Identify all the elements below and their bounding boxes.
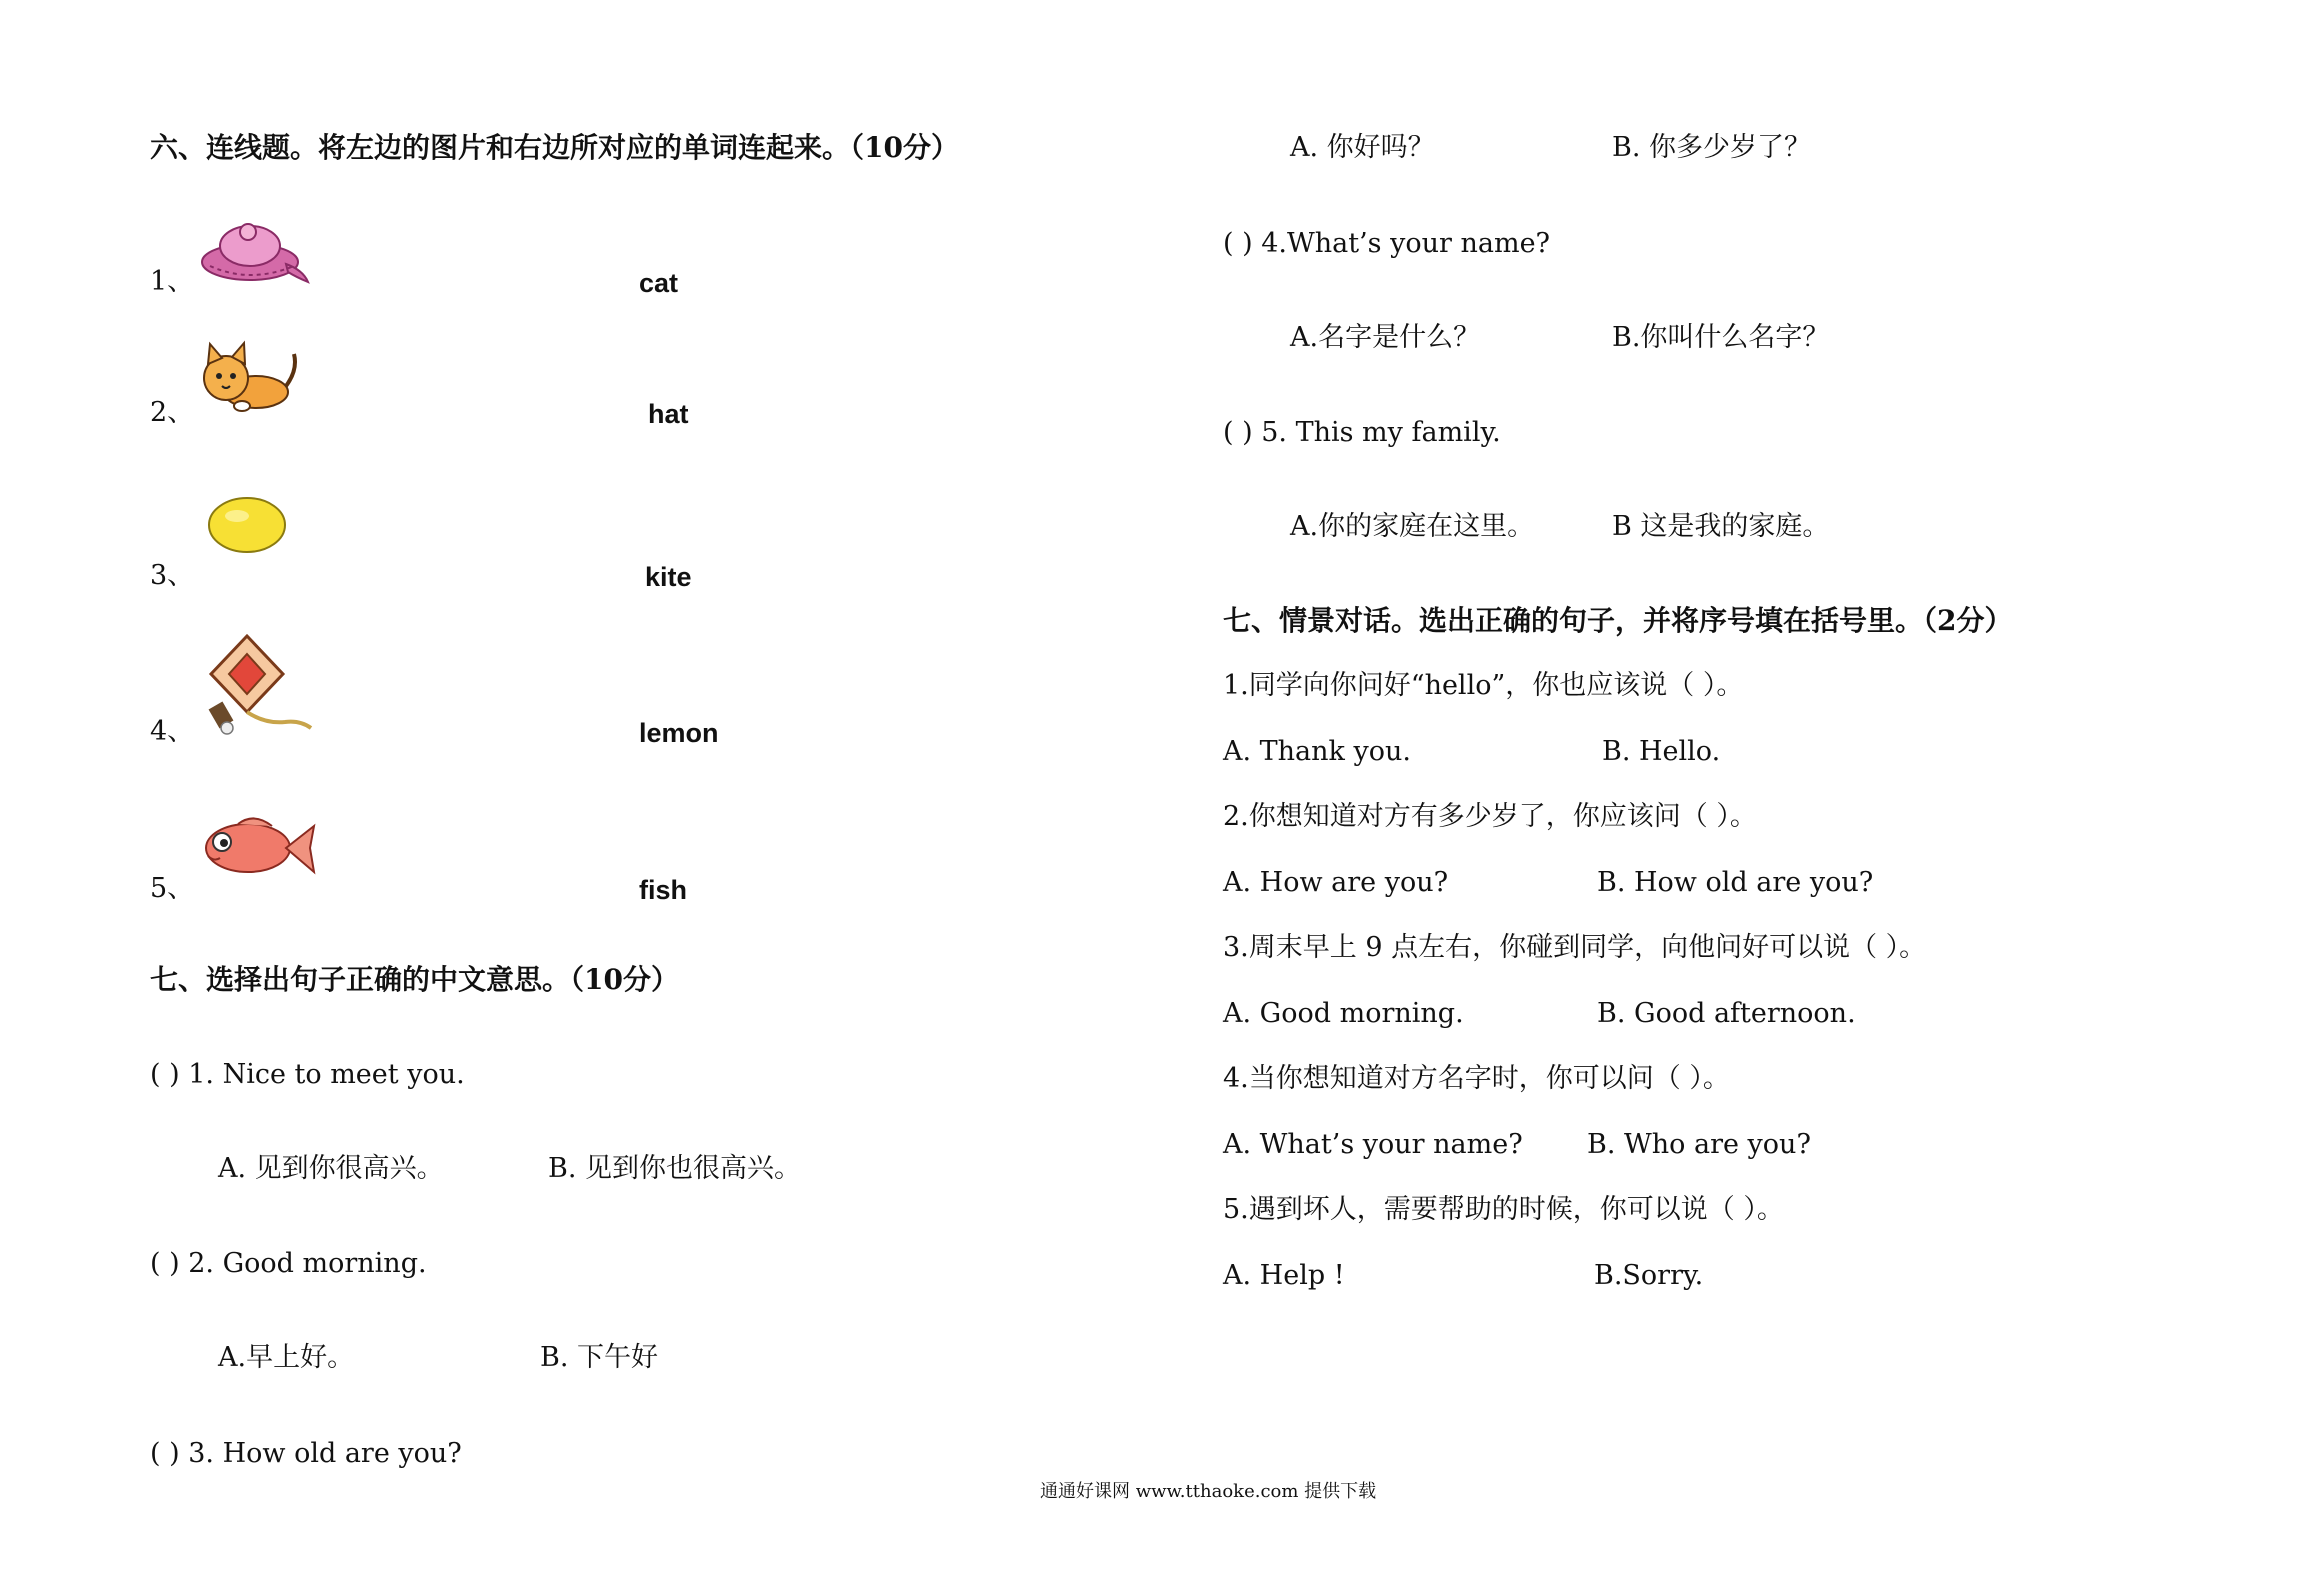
meaning-q1: ( ) 1. Nice to meet you. xyxy=(150,1059,465,1090)
word-3: kite xyxy=(645,562,692,592)
dialogue-q2: 2.你想知道对方有多少岁了，你应该问（ ）。 xyxy=(1223,801,1757,832)
meaning-q3-b: B. 你多少岁了？ xyxy=(1612,132,1812,163)
dialogue-heading: 七、情景对话。选出正确的句子，并将序号填在括号里。（2分） xyxy=(1223,604,2013,637)
matching-num-1: 1、 xyxy=(150,266,195,297)
dialogue-q3-a: A. Good morning. xyxy=(1223,998,1464,1029)
meaning-q4-b: B.你叫什么名字？ xyxy=(1612,322,1830,353)
dialogue-q1-a: A. Thank you. xyxy=(1223,736,1411,767)
dialogue-q2-b: B. How old are you? xyxy=(1597,867,1874,898)
dialogue-q3: 3.周末早上 9 点左右，你碰到同学，向他问好可以说（ ）。 xyxy=(1223,932,1927,963)
dialogue-q5-a: A. Help ! xyxy=(1223,1260,1345,1291)
meaning-q1-b: B. 见到你也很高兴。 xyxy=(548,1153,802,1184)
word-4: lemon xyxy=(639,718,719,748)
word-5: fish xyxy=(639,875,688,905)
dialogue-q3-b: B. Good afternoon. xyxy=(1597,998,1856,1029)
meaning-heading: 七、选择出句子正确的中文意思。（10分） xyxy=(150,963,679,996)
dialogue-q5: 5.遇到坏人，需要帮助的时候，你可以说（ ）。 xyxy=(1223,1194,1784,1225)
meaning-q3: ( ) 3. How old are you? xyxy=(150,1438,462,1469)
dialogue-q1-b: B. Hello. xyxy=(1602,736,1721,767)
word-1: cat xyxy=(639,268,679,298)
dialogue-q2-a: A. How are you? xyxy=(1223,867,1449,898)
meaning-q5: ( ) 5. This my family. xyxy=(1223,417,1501,448)
meaning-q3-a: A. 你好吗？ xyxy=(1290,132,1435,163)
meaning-q1-a: A. 见到你很高兴。 xyxy=(218,1153,444,1184)
matching-num-2: 2、 xyxy=(150,397,195,428)
fish-icon xyxy=(198,810,316,882)
kite-icon xyxy=(205,632,315,737)
lemon-icon xyxy=(205,492,290,557)
dialogue-q4-b: B. Who are you? xyxy=(1587,1129,1811,1160)
matching-heading: 六、连线题。将左边的图片和右边所对应的单词连起来。（10分） xyxy=(150,131,959,164)
hat-icon xyxy=(198,222,313,287)
meaning-q5-a: A.你的家庭在这里。 xyxy=(1290,511,1535,542)
meaning-q2-b: B. 下午好 xyxy=(540,1342,659,1373)
footer-source: 通通好课网 www.tthaoke.com 提供下载 xyxy=(1040,1481,1377,1502)
cat-icon xyxy=(198,340,298,420)
meaning-q4: ( ) 4.What’s your name? xyxy=(1223,228,1551,259)
dialogue-q5-b: B.Sorry. xyxy=(1594,1260,1704,1291)
word-2: hat xyxy=(648,399,689,429)
dialogue-q4: 4.当你想知道对方名字时，你可以问（ ）。 xyxy=(1223,1063,1730,1094)
meaning-q5-b: B 这是我的家庭。 xyxy=(1612,511,1830,542)
dialogue-q4-a: A. What’s your name? xyxy=(1223,1129,1523,1160)
matching-num-3: 3、 xyxy=(150,560,195,591)
meaning-q2: ( ) 2. Good morning. xyxy=(150,1248,427,1279)
meaning-q4-a: A.名字是什么？ xyxy=(1290,322,1481,353)
matching-num-4: 4、 xyxy=(150,716,195,747)
matching-num-5: 5、 xyxy=(150,873,195,904)
meaning-q2-a: A.早上好。 xyxy=(218,1342,355,1373)
dialogue-q1: 1.同学向你问好“hello”，你也应该说（ ）。 xyxy=(1223,670,1744,701)
